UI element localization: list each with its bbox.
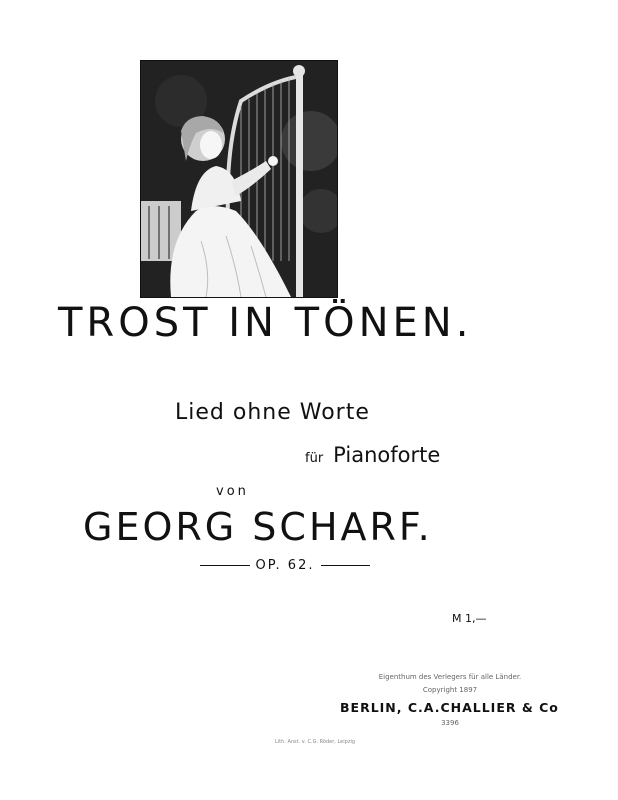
composer-name: GEORG SCHARF. <box>83 505 433 549</box>
printer-credit: Lith. Anst. v. C.G. Röder, Leipzig <box>274 739 356 745</box>
opus-line <box>200 557 370 573</box>
copyright-notice: Copyright 1897 <box>422 686 478 694</box>
piece-subtitle: Lied ohne Worte <box>175 400 370 425</box>
harpist-illustration <box>140 60 338 298</box>
harpist-drawing <box>141 61 337 297</box>
piece-title: TROST IN TÖNEN. <box>58 300 473 346</box>
rights-notice: Eigenthum des Verlegers für alle Länder. <box>378 673 522 681</box>
plate-number: 3396 <box>441 719 459 727</box>
instrumentation <box>305 443 440 467</box>
price: M 1,— <box>452 612 487 625</box>
instrument-name: Pianoforte <box>333 443 441 467</box>
instrument-prefix: für <box>305 451 324 466</box>
opus-rule-right <box>321 565 371 566</box>
publisher-imprint: BERLIN, C.A.CHALLIER & Co <box>340 700 559 715</box>
opus-rule-left <box>200 565 250 566</box>
by-label: von <box>216 484 249 499</box>
opus-number: OP. 62. <box>255 557 315 573</box>
